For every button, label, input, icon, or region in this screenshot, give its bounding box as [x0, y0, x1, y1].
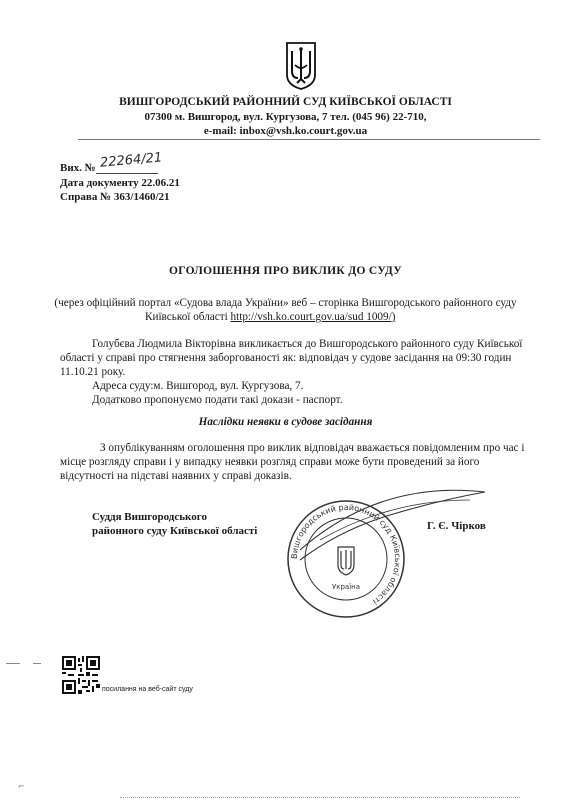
court-address: 07300 м. Вишгород, вул. Кургузова, 7 тел. (045 96) 22-710,: [144, 111, 427, 123]
court-email: e-mail: inbox@vsh.ko.court.gov.ua: [203, 125, 368, 137]
evidence-line: Додатково пропонуємо подати такі докази - паспорт.: [92, 394, 343, 406]
outgoing-number: 22264/21: [99, 150, 163, 171]
document-date: Дата документу 22.06.21: [60, 177, 180, 189]
header-divider: [78, 139, 540, 140]
intro-second-line: [145, 310, 395, 324]
court-website-link[interactable]: http://vsh.ko.court.gov.ua/sud 1009/): [230, 311, 396, 323]
bottom-edge-mark: [120, 797, 520, 798]
outgoing-label: Вих. №: [60, 162, 96, 174]
outgoing-underline: [96, 173, 158, 174]
judge-title-line-1: Суддя Вишгородського: [92, 511, 207, 523]
summons-line-2: області у справі про стягнення заборгованості як: відповідач у судове засідання на 09:30 годин: [60, 352, 512, 364]
announcement-title: ОГОЛОШЕННЯ ПРО ВИКЛИК ДО СУДУ: [169, 265, 402, 277]
consequences-title: Наслідки неявки в судове засідання: [198, 416, 373, 428]
court-address-line: Адреса суду:м. Вишгород, вул. Кургузова, 7.: [92, 380, 304, 392]
court-name: ВИШГОРОДСЬКИЙ РАЙОННИЙ СУД КИЇВСЬКОЇ ОБЛАСТІ: [119, 96, 452, 108]
margin-mark: [6, 663, 20, 664]
court-seal: [284, 497, 408, 621]
summons-line-3: 11.10.21 року.: [60, 366, 126, 378]
coat-of-arms-icon: [284, 41, 318, 91]
judge-title-line-2: районного суду Київської області: [92, 525, 258, 537]
consequences-line-3: відсутності на підставі наявних у справі доказів.: [60, 470, 292, 482]
qr-code[interactable]: [62, 656, 100, 694]
consequences-line-1: З опублікуванням оголошення про виклик відповідач вважається повідомленим про час і: [100, 442, 525, 454]
intro-line: (через офіційний портал «Судова влада України» веб – сторінка Вишгородського районного суду: [54, 297, 517, 309]
seal-inner-text: Україна: [331, 583, 361, 591]
consequences-line-2: місце розгляду справи і у випадку неявки розгляд справи може бути проведений за його: [60, 456, 480, 468]
qr-caption: посилання на веб-сайт суду: [102, 686, 193, 693]
summons-line-1: Голубєва Людмила Вікторівна викликається до Вишгородського районного суду Київської: [92, 338, 523, 350]
intro-text: Київської області: [145, 311, 231, 323]
corner-mark: ⌐: [18, 782, 25, 791]
judge-name: Г. Є. Чірков: [427, 520, 486, 532]
case-number: Справа № 363/1460/21: [60, 191, 170, 203]
seal-trident-icon: [338, 547, 354, 575]
margin-mark: [33, 663, 41, 664]
seal-outer-text: Вишгородський районний суд Київської області: [289, 502, 403, 607]
